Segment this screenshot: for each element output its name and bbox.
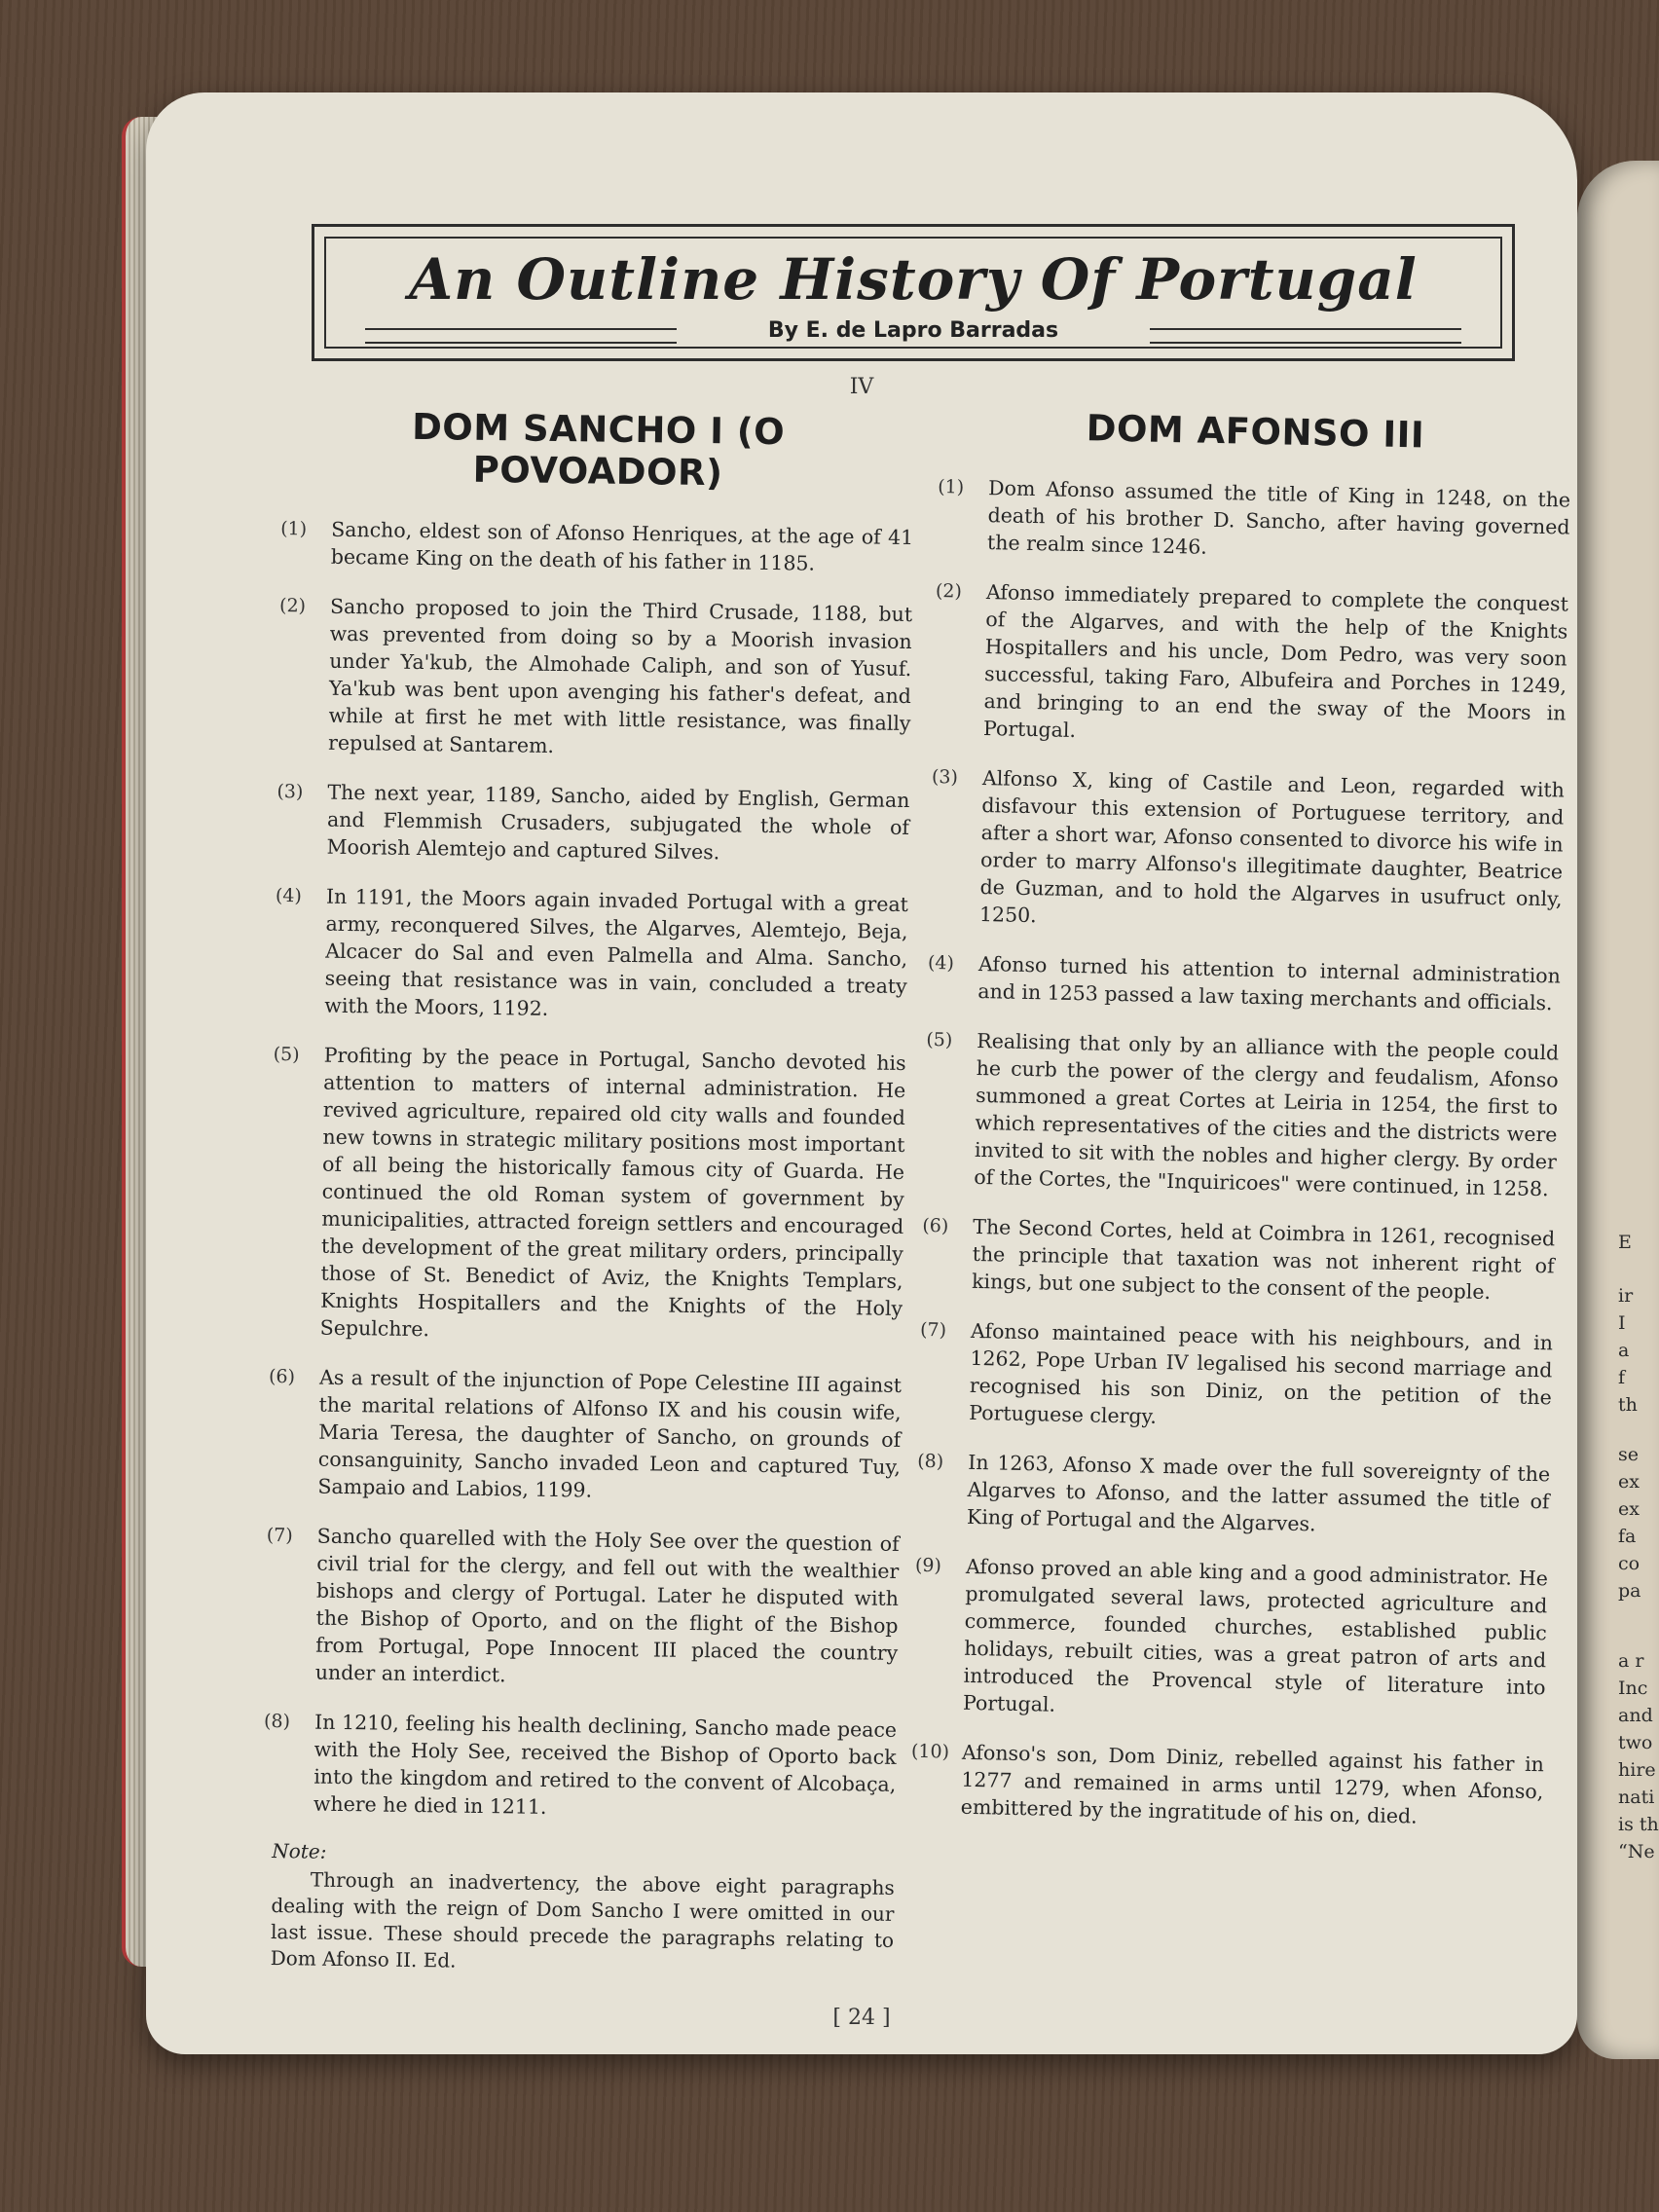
paragraph [910,1738,1545,1833]
paragraph-text: Afonso immediately prepared to complete the conquest of the Algarves, and with the help of the Knights Hospitallers and his uncle, Dom Pedro, was very soon successful, taking Faro, Albufeira and Porches in 1249, and bringing to an end the sway of the Moors in Portugal. [982,580,1569,743]
note-label: Note: [272,1838,327,1863]
paragraph-number: (7) [919,1318,947,1342]
left-column [261,404,915,1980]
paragraph-text: The next year, 1189, Sancho, aided by English, German and Flemmish Crusaders, subjugated the whole of Moorish Alemtejo and captured Silves. [326,780,910,865]
paragraph [265,1522,900,1694]
paragraph-number: (5) [273,1043,300,1066]
facing-page-fragment: ex [1618,1471,1640,1493]
paragraph-text: Dom Afonso assumed the title of King in 1248, on the death of his brother D. Sancho, after having governed the realm since 1246. [986,476,1571,559]
title-banner-inner-frame [324,237,1502,349]
facing-page-fragment: pa [1618,1580,1641,1602]
paragraph-text: The Second Cortes, held at Coimbra in 1261, recognised the principle that taxation was not inherent right of kings, but one subject to the consent of the people. [971,1214,1556,1305]
paragraph-number: (3) [276,780,304,803]
title-banner [312,224,1515,361]
paragraph [912,1552,1548,1729]
paragraph-number: (7) [266,1524,293,1547]
paragraph-text: In 1210, feeling his health declining, Sancho made peace with the Holy See, received the Bishop of Oporto back into the kingdom and retired to the convent of Alcobaça, where he died in 1211. [313,1710,898,1819]
part-number: IV [849,375,874,399]
paragraph-number: (5) [926,1028,953,1051]
paragraph-number: (4) [927,951,955,975]
facing-page-fragment: “Ne [1618,1841,1655,1862]
paragraph-number: (8) [263,1710,291,1733]
facing-page-fragment: fa [1618,1526,1637,1547]
right-column [909,404,1572,1855]
paragraph [280,515,914,578]
facing-page-fragment: ex [1618,1498,1640,1520]
book-page [146,92,1577,2054]
facing-page-fragment: and [1618,1705,1653,1726]
facing-page-fragment: th [1618,1394,1638,1416]
facing-page-fragment: nati [1618,1787,1655,1808]
paragraph [274,882,908,1027]
paragraph [933,577,1568,755]
paragraph-text: In 1263, Afonso X made over the full sovereignty of the Algarves to Afonso, and the latter assumed the title of King of Portugal and the Algarves. [966,1450,1551,1536]
paragraph-number: (3) [931,765,959,789]
paragraph [921,1212,1556,1308]
facing-page-fragment: E [1618,1232,1632,1253]
article-byline: By E. de Lapro Barradas [767,318,1059,343]
paragraph-text: Alfonso X, king of Castile and Leon, regarded with disfavour this extension of Portuguese territory, and after a short war, Afonso consented to divorce his wife in order to marry Alfonso's illegitimate daughter, Beatrice de Guzman, and to hold the Algarves in usufruct only, 1250. [978,766,1566,928]
paragraph [937,473,1571,569]
facing-page [1577,161,1659,2059]
paragraph-number: (8) [917,1450,944,1473]
paragraph [927,949,1561,1017]
facing-page-fragment: I [1618,1312,1626,1334]
facing-page-fragment: co [1618,1553,1641,1574]
facing-page-fragment: f [1618,1367,1626,1388]
paragraph [263,1708,898,1825]
paragraph-text: Realising that only by an alliance with the people could he curb the power of the clergy and feudalism, Afonso summoned a great Cortes at Leiria in 1254, the first to which representatives of the cities and the districts were invited to sit with the nobles and higher clergy. By order of the Cortes, the "Inquiricoes" were continued, in 1258. [974,1028,1560,1201]
paragraph-text: Afonso turned his attention to internal administration and in 1253 passed a law taxing merchants and officials. [977,951,1562,1015]
paragraph [277,592,912,764]
facing-page-fragment: ir [1618,1285,1634,1307]
paragraph-text: Afonso maintained peace with his neighbours, and in 1262, Pope Urban IV legalised his second marriage and recognised his son Diniz, on the petition of the Portuguese clergy. [969,1318,1554,1428]
paragraph-number: (9) [914,1554,942,1577]
paragraph-text: Afonso's son, Dom Diniz, rebelled against his father in 1277 and remained in arms until 1279, when Afonso, embittered by the ingratitude of his on, died. [960,1740,1545,1828]
article-title: An Outline History Of Portugal [409,246,1418,313]
paragraph-text: Profiting by the peace in Portugal, Sancho devoted his attention to matters of internal administration. He revived agriculture, repaired old city walls and founded new towns in strategic military positions most important of all being the historically famous city of Guarda. He continued the old Roman system of government by municipalities, attracted foreign settlers and encouraged the development of the great military orders, principally those of St. Benedict of Aviz, the Knights Templars, Knights Hospitallers and the Knights of the Holy Sepulchre. [319,1043,906,1342]
paragraph-number: (2) [278,594,307,617]
paragraph-text: Sancho proposed to join the Third Crusade, 1188, but was prevented from doing so by a Moorish invasion under Ya'kub, the Almohade Caliph, and son of Yusuf. Ya'kub was bent upon avenging his father's defeat, and while at first he met with little resistance, was finally repulsed at Santarem. [327,594,913,757]
paragraph-number: (1) [937,475,965,498]
facing-page-fragment: a [1618,1340,1630,1361]
paragraph-number: (6) [268,1365,296,1388]
paragraph [929,763,1565,940]
facing-page-fragment: is th [1618,1814,1659,1835]
byline-rule-right [1150,328,1461,344]
page-number: [ 24 ] [832,2006,891,2030]
paragraph-text: As a result of the injunction of Pope Celestine III against the marital relations of Alfonso IX and his cousin wife, Maria Teresa, the daughter of Sancho, on grounds of consanguinity, Sancho invaded Leon and captured Tuy, Sampaio and Labios, 1199. [317,1365,903,1502]
paragraph [270,1041,906,1349]
note-text: Through an inadvertency, the above eight paragraphs dealing with the reign of Dom Sancho I were omitted in our last issue. These should precede the paragraphs relating to Dom Afonso II. Ed. [270,1867,895,1972]
paragraph [923,1026,1559,1203]
paragraph-number: (6) [922,1214,949,1237]
facing-page-fragment: se [1618,1444,1639,1465]
paragraph [267,1363,902,1508]
paragraph-number: (10) [910,1740,950,1763]
section-heading-sancho: DOM SANCHO I (O POVOADOR) [411,405,786,495]
paragraph [276,778,909,868]
facing-page-fragment: Inc [1618,1677,1648,1699]
paragraph-text: Afonso proved an able king and a good administrator. He promulgated several laws, protected agriculture and commerce, founded churches, established public holidays, rebuilt cities, was a great patron of arts and introduced the Provencal style of literature into Portugal. [962,1554,1549,1716]
paragraph-number: (4) [275,884,303,907]
paragraph-text: Sancho, eldest son of Afonso Henriques, at the age of 41 became King on the death of his father in 1185. [330,517,914,575]
paragraph [918,1316,1553,1439]
paragraph-number: (2) [935,579,963,603]
section-heading-afonso: DOM AFONSO III [1086,407,1425,457]
paragraph [916,1448,1551,1543]
paragraph-text: In 1191, the Moors again invaded Portugal with a great army, reconquered Silves, the Algarves, Alemtejo, Beja, Alcacer do Sal and even Palmella and Alma. Sancho, seeing that resistance was in vain, concluded a treaty with the Moors, 1192. [324,884,909,1020]
facing-page-fragment: hire [1618,1759,1656,1781]
paragraph-text: Sancho quarelled with the Holy See over the question of civil trial for the clergy, and fell out with the wealthier bishops and clergy of Portugal. Later he disputed with the Bishop of Oporto, and on the flight of the Bishop from Portugal, Pope Innocent III placed the country under an interdict. [314,1524,900,1687]
facing-page-fragment: two [1618,1732,1653,1753]
paragraph-number: (1) [280,517,308,540]
facing-page-fragment: a r [1618,1650,1644,1672]
